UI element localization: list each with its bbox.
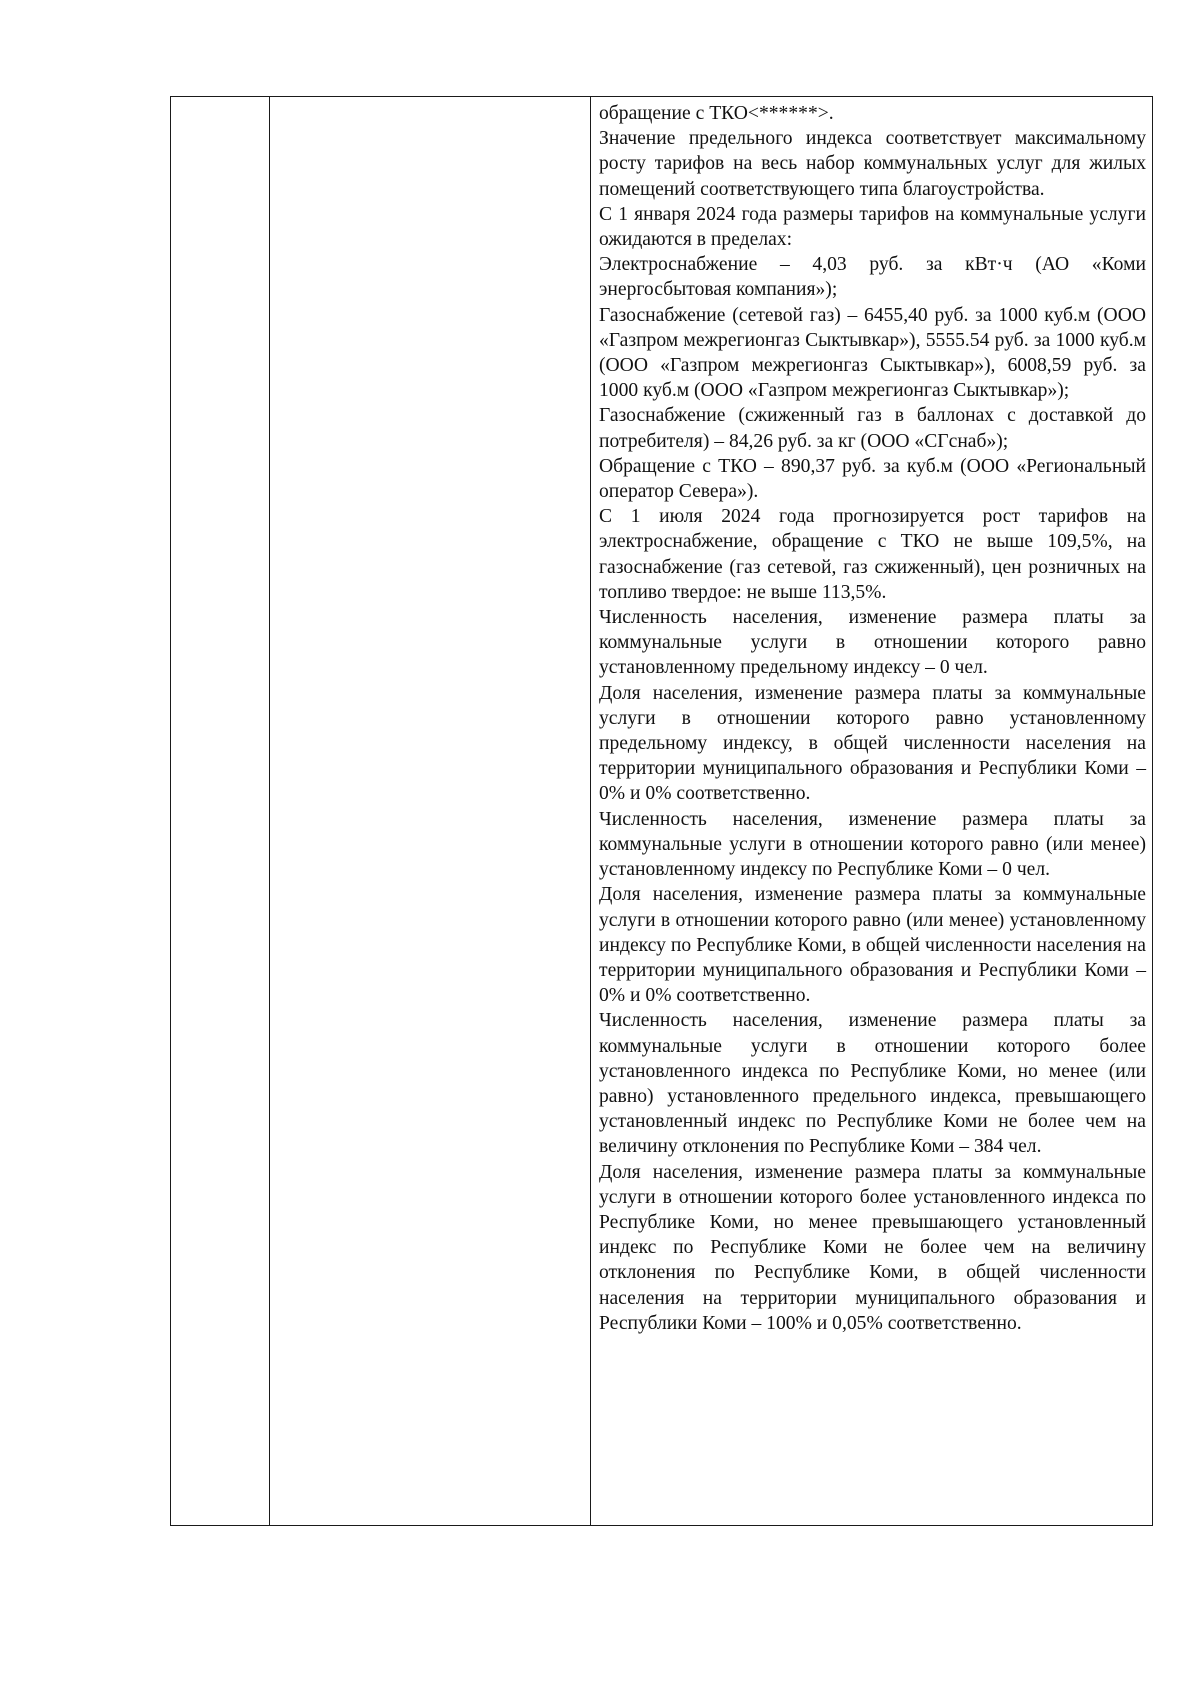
paragraph-index-meaning: Значение предельного индекса соответствует максимальному росту тарифов на весь набор коммунальных услуг для жилых помещений соответствующего типа благоустройства. [599,128,1146,200]
paragraph-waste-tariff: Обращение с ТКО – 890,37 руб. за куб.м (ООО «Региональный оператор Севера»). [599,455,1146,503]
paragraph-share-below-index: Доля населения, изменение размера платы за коммунальные услуги в отношении которого равно (или менее) установленному индексу по Республике Коми, в общей численности населения на территории муниципального образования и Республики Коми – 0% и 0% соответственно. [599,884,1146,1007]
paragraph-waste-tail: обращение с ТКО<******>. [599,103,834,124]
paragraph-population-equal-limit: Численность населения, изменение размера платы за коммунальные услуги в отношении которого равно установленному предельному индексу – 0 чел. [599,607,1146,679]
paragraph-july-growth: С 1 июля 2024 года прогнозируется рост тарифов на электроснабжение, обращение с ТКО не выше 109,5%, на газоснабжение (газ сетевой, газ сжиженный), цен розничных на топливо твердое: не выше 113,5%. [599,506,1146,603]
paragraph-population-above-index: Численность населения, изменение размера платы за коммунальные услуги в отношении которого более установленного индекса по Республике Коми, но менее (или равно) установленного предельного индекса, превышающего установленный индекс по Республике Коми не более чем на величину отклонения по Республике Коми – 384 чел. [599,1010,1146,1158]
table-column-title [270,97,591,1525]
paragraph-liquefied-gas: Газоснабжение (сжиженный газ в баллонах с доставкой до потребителя) – 84,26 руб. за кг (ООО «СГснаб»); [599,405,1146,452]
paragraph-electricity: Электроснабжение – 4,03 руб. за кВт·ч (АО «Коми энергосбытовая компания»); [599,254,1146,301]
paragraph-network-gas: Газоснабжение (сетевой газ) – 6455,40 руб. за 1000 куб.м (ООО «Газпром межрегионгаз Сыктывкар»), 5555.54 руб. за 1000 куб.м (ООО «Газпром межрегионгаз Сыктывкар»), 6008,59 руб. за 1000 куб.м (ООО «Газпром межрегионгаз Сыктывкар»); [599,304,1146,402]
table-column-number [171,97,270,1525]
table-column-content [591,97,1152,1525]
document-table [170,96,1153,1526]
paragraph-tariffs-intro: С 1 января 2024 года размеры тарифов на коммунальные услуги ожидаются в пределах: [599,203,1146,251]
paragraph-share-equal-limit: Доля населения, изменение размера платы за коммунальные услуги в отношении которого равно установленному предельному индексу, в общей численности населения на территории муниципального образования и Республики Коми – 0% и 0% соответственно. [599,682,1146,805]
paragraph-population-below-index: Численность населения, изменение размера платы за коммунальные услуги в отношении которого равно (или менее) установленному индексу по Республике Коми – 0 чел. [599,808,1146,881]
paragraph-share-above-index: Доля населения, изменение размера платы за коммунальные услуги в отношении которого более установленного индекса по Республике Коми, но менее превышающего установленный индекс по Республике Коми не более чем на величину отклонения по Республике Коми, в общей численности населения на территории муниципального образования и Республики Коми – 100% и 0,05% соответственно. [599,1161,1146,1334]
